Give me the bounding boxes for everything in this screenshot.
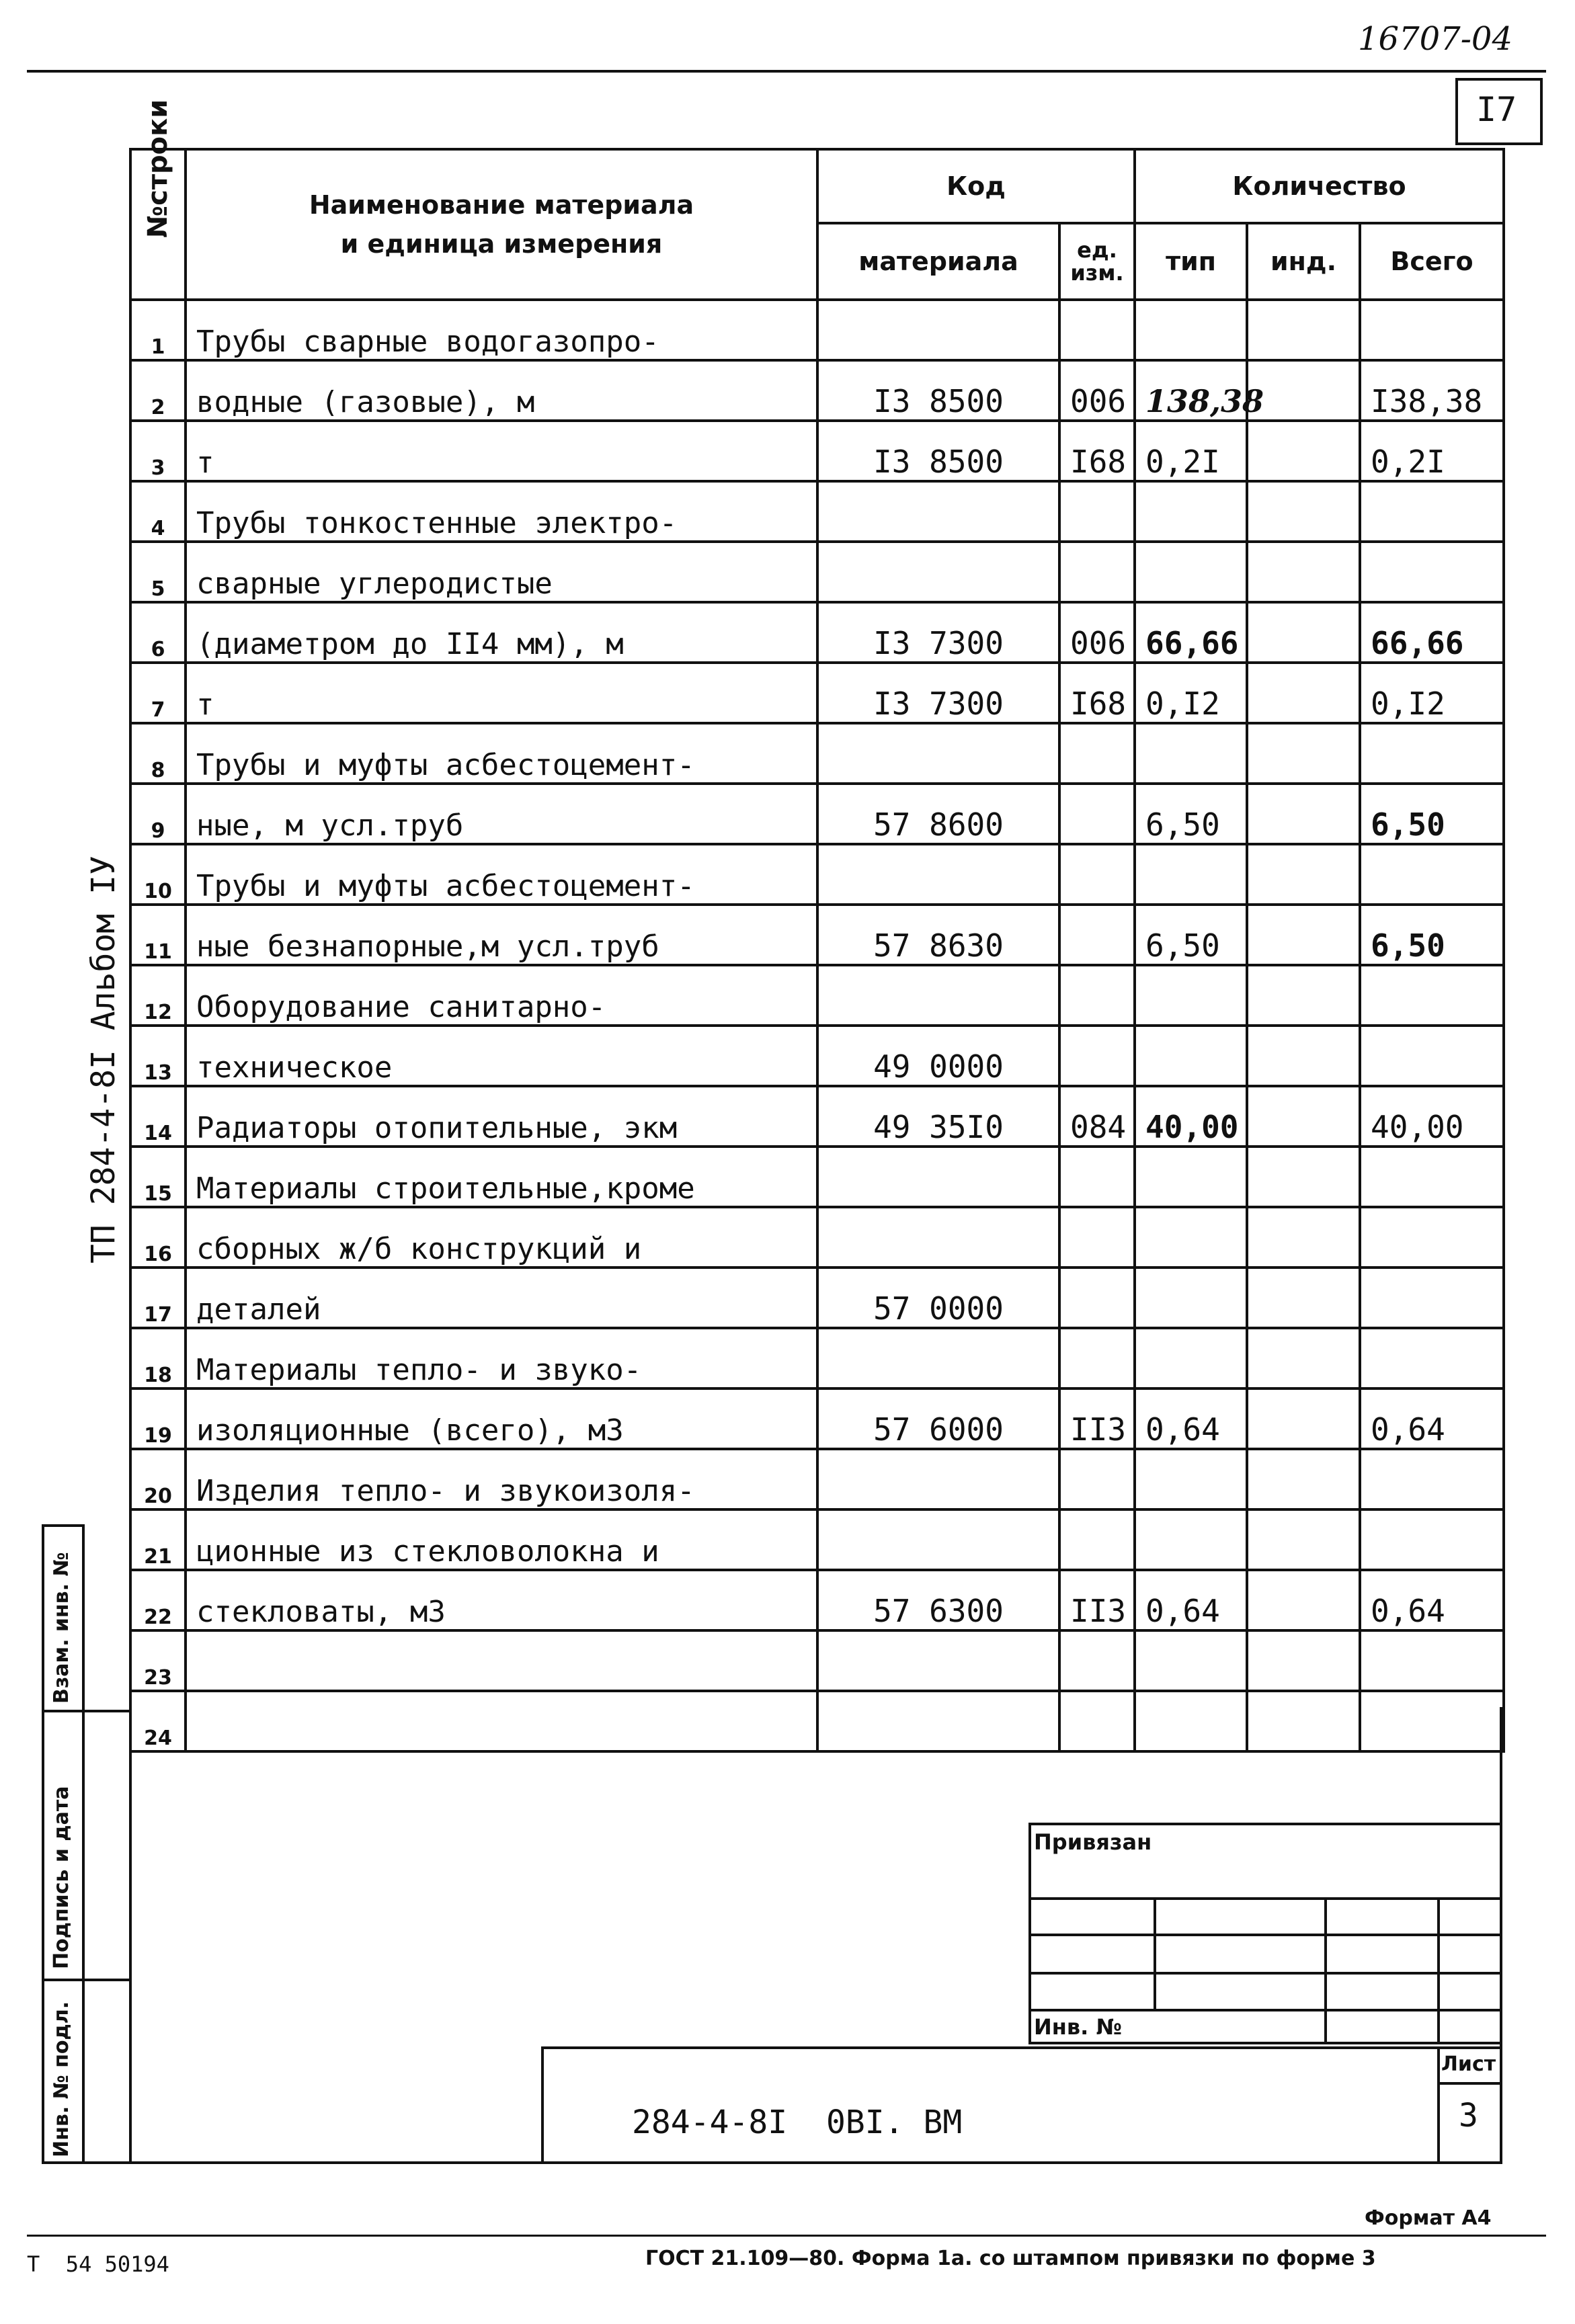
- header-code-material: материала: [817, 223, 1059, 300]
- material-code: 57 6300: [817, 1570, 1059, 1630]
- material-code: [817, 300, 1059, 360]
- quantity-type: 0,I2: [1135, 663, 1247, 723]
- left-strip-inner: [82, 1524, 85, 2163]
- unit-code: [1059, 300, 1135, 360]
- row-number: 12: [130, 965, 186, 1026]
- unit-code: [1059, 1691, 1135, 1751]
- material-code: [817, 844, 1059, 905]
- material-name: Материалы строительные,кроме: [186, 1147, 817, 1207]
- title-sheet-label-line: [1437, 2082, 1502, 2085]
- quantity-total: [1360, 1328, 1504, 1388]
- format-label: Формат А4: [1365, 2206, 1492, 2230]
- row-number: 13: [130, 1026, 186, 1086]
- row-number: 23: [130, 1630, 186, 1691]
- table-row: [130, 723, 1504, 784]
- inv-original-label: Инв. № подл.: [50, 2001, 73, 2157]
- quantity-ind: [1247, 1026, 1360, 1086]
- quantity-type: [1135, 1691, 1247, 1751]
- quantity-ind: [1247, 1086, 1360, 1147]
- quantity-type: [1135, 542, 1247, 602]
- quantity-total: 0,64: [1360, 1388, 1504, 1449]
- quantity-ind: [1247, 481, 1360, 542]
- quantity-total: [1360, 1630, 1504, 1691]
- row-number: 21: [130, 1509, 186, 1570]
- quantity-total: 6,50: [1360, 905, 1504, 965]
- material-code: I3 8500: [817, 421, 1059, 481]
- quantity-type: [1135, 1147, 1247, 1207]
- table-row: [130, 1449, 1504, 1509]
- unit-code: [1059, 1268, 1135, 1328]
- table-row: [130, 1509, 1504, 1570]
- quantity-total: [1360, 481, 1504, 542]
- material-name: Трубы тонкостенные электро-: [186, 481, 817, 542]
- quantity-total: [1360, 844, 1504, 905]
- header-code-unit: ед. изм.: [1059, 223, 1135, 300]
- quantity-type: 6,50: [1135, 905, 1247, 965]
- material-name: Радиаторы отопительные, экм: [186, 1086, 817, 1147]
- table-row: [130, 1026, 1504, 1086]
- unit-code: 006: [1059, 360, 1135, 421]
- stamp-v1: [1154, 1897, 1156, 2011]
- quantity-total: [1360, 1691, 1504, 1751]
- quantity-ind: [1247, 1449, 1360, 1509]
- unit-code: [1059, 965, 1135, 1026]
- footer-gost: ГОСТ 21.109—80. Форма 1а. со штампом привязки по форме 3: [645, 2247, 1376, 2270]
- material-code: I3 7300: [817, 663, 1059, 723]
- unit-code: II3: [1059, 1570, 1135, 1630]
- table-row: [130, 421, 1504, 481]
- quantity-ind: [1247, 1691, 1360, 1751]
- binding-label: Привязан: [1034, 1829, 1152, 1855]
- quantity-ind: [1247, 1207, 1360, 1268]
- material-code: [817, 1509, 1059, 1570]
- material-code: [817, 965, 1059, 1026]
- table-row: [130, 1147, 1504, 1207]
- unit-code: [1059, 844, 1135, 905]
- quantity-ind: [1247, 1570, 1360, 1630]
- row-number: 15: [130, 1147, 186, 1207]
- material-code: 57 8600: [817, 784, 1059, 844]
- quantity-type: [1135, 1026, 1247, 1086]
- unit-code: [1059, 1147, 1135, 1207]
- row-number: 18: [130, 1328, 186, 1388]
- material-code: 49 35I0: [817, 1086, 1059, 1147]
- quantity-type: 40,00: [1135, 1086, 1247, 1147]
- material-name: Трубы и муфты асбестоцемент-: [186, 723, 817, 784]
- material-code: [817, 1691, 1059, 1751]
- quantity-ind: [1247, 1388, 1360, 1449]
- row-number: 7: [130, 663, 186, 723]
- quantity-total: [1360, 1147, 1504, 1207]
- quantity-total: [1360, 1207, 1504, 1268]
- left-strip-sep2: [42, 1979, 129, 1981]
- album-side-label: ТП 284-4-8I Альбом IУ: [85, 856, 122, 1263]
- quantity-total: [1360, 300, 1504, 360]
- quantity-type: [1135, 1449, 1247, 1509]
- table-row: [130, 905, 1504, 965]
- quantity-type: 66,66: [1135, 602, 1247, 663]
- header-q-total: Всего: [1360, 223, 1504, 300]
- material-name: деталей: [186, 1268, 817, 1328]
- header-material-name: Наименование материала и единица измерения: [186, 149, 817, 300]
- quantity-total: [1360, 1026, 1504, 1086]
- quantity-type: 138,38: [1135, 360, 1247, 421]
- table-row: [130, 542, 1504, 602]
- row-number: 11: [130, 905, 186, 965]
- material-code: I3 8500: [817, 360, 1059, 421]
- unit-code: [1059, 542, 1135, 602]
- material-code: 57 0000: [817, 1268, 1059, 1328]
- stamp-h2: [1028, 1934, 1502, 1936]
- row-number: 4: [130, 481, 186, 542]
- quantity-ind: [1247, 1328, 1360, 1388]
- quantity-ind: [1247, 844, 1360, 905]
- material-code: 49 0000: [817, 1026, 1059, 1086]
- unit-code: [1059, 723, 1135, 784]
- table-row: [130, 1207, 1504, 1268]
- row-number: 1: [130, 300, 186, 360]
- stamp-h3: [1028, 1972, 1502, 1975]
- title-sheet-divider: [1437, 2046, 1440, 2164]
- footer-left-code: Т 54 50194: [27, 2251, 169, 2277]
- quantity-type: [1135, 1268, 1247, 1328]
- quantity-ind: [1247, 421, 1360, 481]
- quantity-total: [1360, 965, 1504, 1026]
- table-row: [130, 663, 1504, 723]
- table-row: [130, 1086, 1504, 1147]
- quantity-ind: [1247, 905, 1360, 965]
- table-row: [130, 1268, 1504, 1328]
- row-number: 24: [130, 1691, 186, 1751]
- material-code: [817, 1449, 1059, 1509]
- quantity-type: 0,64: [1135, 1570, 1247, 1630]
- quantity-ind: [1247, 1509, 1360, 1570]
- table-row: [130, 481, 1504, 542]
- quantity-ind: [1247, 1268, 1360, 1328]
- row-number: 19: [130, 1388, 186, 1449]
- material-name: т: [186, 421, 817, 481]
- quantity-type: [1135, 1630, 1247, 1691]
- quantity-ind: [1247, 542, 1360, 602]
- material-name: [186, 1691, 817, 1751]
- material-name: сварные углеродистые: [186, 542, 817, 602]
- unit-code: I68: [1059, 421, 1135, 481]
- row-number: 9: [130, 784, 186, 844]
- document-number: 16707-04: [1358, 20, 1512, 58]
- quantity-total: I38,38: [1360, 360, 1504, 421]
- quantity-ind: [1247, 1147, 1360, 1207]
- top-rule: [27, 70, 1546, 73]
- signature-date-label: Подпись и дата: [50, 1786, 73, 1969]
- unit-code: [1059, 1630, 1135, 1691]
- row-number: 10: [130, 844, 186, 905]
- page-number: I7: [1476, 90, 1517, 129]
- unit-code: [1059, 784, 1135, 844]
- material-name: стекловаты, м3: [186, 1570, 817, 1630]
- unit-code: [1059, 905, 1135, 965]
- quantity-type: 0,64: [1135, 1388, 1247, 1449]
- quantity-total: 6,50: [1360, 784, 1504, 844]
- frame-left: [129, 1707, 132, 2164]
- quantity-type: [1135, 723, 1247, 784]
- row-number: 20: [130, 1449, 186, 1509]
- quantity-type: 0,2I: [1135, 421, 1247, 481]
- row-number: 14: [130, 1086, 186, 1147]
- material-code: [817, 723, 1059, 784]
- material-code: 57 6000: [817, 1388, 1059, 1449]
- material-code: [817, 1207, 1059, 1268]
- quantity-ind: [1247, 1630, 1360, 1691]
- row-number: 3: [130, 421, 186, 481]
- quantity-type: [1135, 965, 1247, 1026]
- unit-code: II3: [1059, 1388, 1135, 1449]
- unit-code: 006: [1059, 602, 1135, 663]
- quantity-ind: [1247, 663, 1360, 723]
- quantity-total: 40,00: [1360, 1086, 1504, 1147]
- row-number: 5: [130, 542, 186, 602]
- quantity-type: [1135, 481, 1247, 542]
- material-name: Изделия тепло- и звукоизоля-: [186, 1449, 817, 1509]
- quantity-ind: [1247, 360, 1360, 421]
- row-number: 2: [130, 360, 186, 421]
- quantity-total: 0,64: [1360, 1570, 1504, 1630]
- table-row: [130, 1630, 1504, 1691]
- row-number: 17: [130, 1268, 186, 1328]
- material-code: [817, 542, 1059, 602]
- quantity-total: 66,66: [1360, 602, 1504, 663]
- row-number: 16: [130, 1207, 186, 1268]
- stamp-h4: [1028, 2009, 1502, 2011]
- material-name: Трубы сварные водогазопро-: [186, 300, 817, 360]
- material-name: [186, 1630, 817, 1691]
- quantity-total: [1360, 1268, 1504, 1328]
- material-code: [817, 1630, 1059, 1691]
- quantity-ind: [1247, 723, 1360, 784]
- material-code: 57 8630: [817, 905, 1059, 965]
- material-name: техническое: [186, 1026, 817, 1086]
- header-quantity: Количество: [1135, 149, 1504, 223]
- unit-code: I68: [1059, 663, 1135, 723]
- table-row: [130, 360, 1504, 421]
- material-name: т: [186, 663, 817, 723]
- vzam-inv-label: Взам. инв. №: [50, 1552, 73, 1704]
- material-code: [817, 1147, 1059, 1207]
- row-number: 22: [130, 1570, 186, 1630]
- table-row: [130, 1570, 1504, 1630]
- table-row: [130, 1328, 1504, 1388]
- sheet-number: 3: [1459, 2097, 1478, 2134]
- quantity-type: [1135, 300, 1247, 360]
- header-code: Код: [817, 149, 1135, 223]
- quantity-total: [1360, 723, 1504, 784]
- quantity-total: [1360, 542, 1504, 602]
- header-q-type: тип: [1135, 223, 1247, 300]
- unit-code: [1059, 1449, 1135, 1509]
- stamp-v3: [1437, 1897, 1440, 2044]
- left-strip-bottom: [42, 2161, 129, 2164]
- unit-code: [1059, 1509, 1135, 1570]
- row-number: 8: [130, 723, 186, 784]
- table-row: [130, 844, 1504, 905]
- unit-code: [1059, 481, 1135, 542]
- stamp-inv-label: Инв. №: [1034, 2014, 1122, 2040]
- material-name: ные, м усл.труб: [186, 784, 817, 844]
- stamp-h1: [1028, 1897, 1502, 1900]
- material-code: [817, 1328, 1059, 1388]
- table-row: [130, 1388, 1504, 1449]
- material-code: [817, 481, 1059, 542]
- quantity-type: [1135, 844, 1247, 905]
- left-strip-top: [42, 1524, 85, 1527]
- header-row-number: №строки: [130, 149, 186, 300]
- quantity-ind: [1247, 784, 1360, 844]
- quantity-type: [1135, 1509, 1247, 1570]
- table-row: [130, 784, 1504, 844]
- table-row: [130, 602, 1504, 663]
- material-code: I3 7300: [817, 602, 1059, 663]
- row-number: 6: [130, 602, 186, 663]
- quantity-type: [1135, 1328, 1247, 1388]
- material-name: Оборудование санитарно-: [186, 965, 817, 1026]
- material-name: сборных ж/б конструкций и: [186, 1207, 817, 1268]
- quantity-ind: [1247, 965, 1360, 1026]
- material-name: ционные из стекловолокна и: [186, 1509, 817, 1570]
- material-name: Трубы и муфты асбестоцемент-: [186, 844, 817, 905]
- quantity-type: [1135, 1207, 1247, 1268]
- table-row: [130, 1691, 1504, 1751]
- left-strip-sep1: [42, 1710, 129, 1712]
- sheet-label: Лист: [1441, 2052, 1496, 2076]
- material-name: ные безнапорные,м усл.труб: [186, 905, 817, 965]
- table-row: [130, 300, 1504, 360]
- footer-rule: [27, 2235, 1546, 2237]
- quantity-total: [1360, 1509, 1504, 1570]
- quantity-total: 0,2I: [1360, 421, 1504, 481]
- material-name: водные (газовые), м: [186, 360, 817, 421]
- stamp-v2: [1324, 1897, 1327, 2044]
- document-code: 284-4-8I 0BI. BM: [632, 2104, 963, 2141]
- unit-code: 084: [1059, 1086, 1135, 1147]
- unit-code: [1059, 1328, 1135, 1388]
- material-name: Материалы тепло- и звуко-: [186, 1328, 817, 1388]
- quantity-total: [1360, 1449, 1504, 1509]
- material-name: изоляционные (всего), м3: [186, 1388, 817, 1449]
- material-name: (диаметром до II4 мм), м: [186, 602, 817, 663]
- table-row: [130, 965, 1504, 1026]
- quantity-ind: [1247, 602, 1360, 663]
- header-q-ind: инд.: [1247, 223, 1360, 300]
- unit-code: [1059, 1207, 1135, 1268]
- left-strip-edge: [42, 1524, 44, 2163]
- quantity-type: 6,50: [1135, 784, 1247, 844]
- unit-code: [1059, 1026, 1135, 1086]
- quantity-total: 0,I2: [1360, 663, 1504, 723]
- quantity-ind: [1247, 300, 1360, 360]
